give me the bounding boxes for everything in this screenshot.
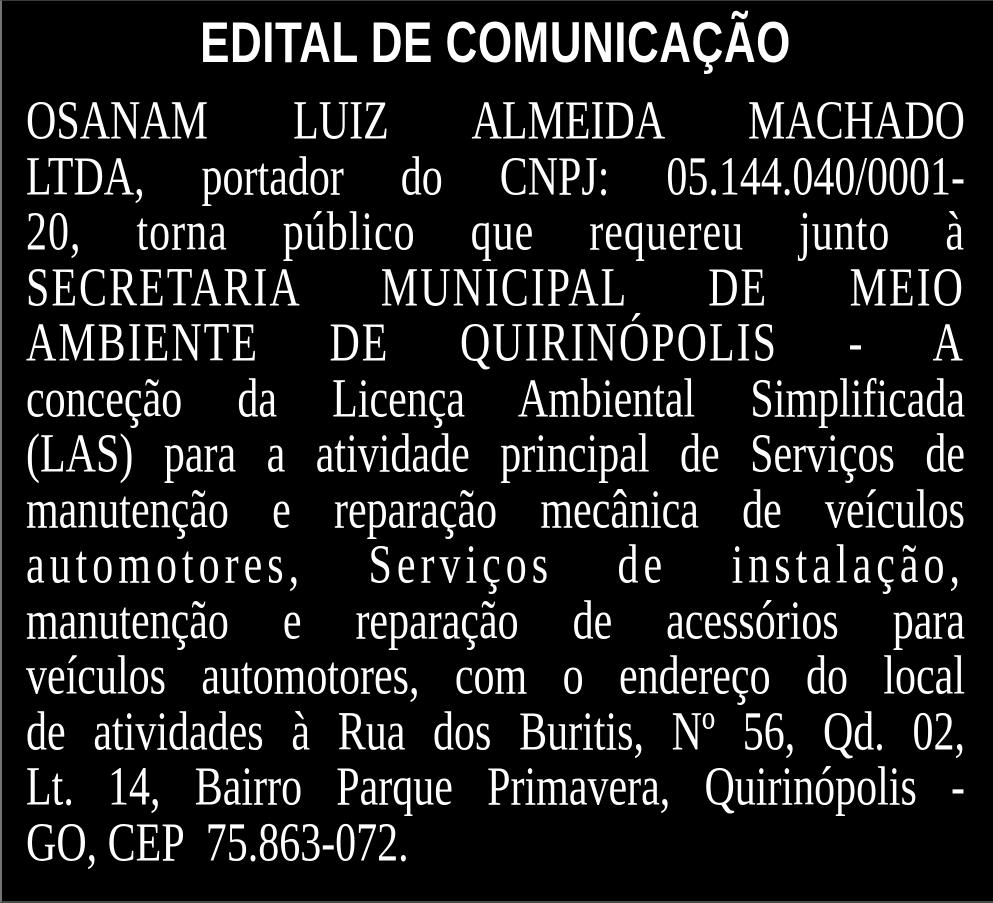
notice-line: OSANAM LUIZ ALMEIDA MACHADO [26, 91, 965, 152]
notice-line-last: GO, CEP 75.863-072. [26, 813, 409, 874]
notice-line: SECRETARIA MUNICIPAL DE MEIO [26, 258, 965, 319]
notice-line: manutenção e reparação mecânica de veículos [26, 480, 965, 541]
notice-line: manutenção e reparação de acessórios para [26, 591, 965, 652]
notice-line: (LAS) para a atividade principal de Serviços de [26, 424, 965, 485]
notice-line: AMBIENTE DE QUIRINÓPOLIS - A [26, 313, 965, 374]
notice-title: EDITAL DE COMUNICAÇÃO [200, 11, 791, 76]
notice-body [26, 91, 965, 874]
notice-line: 20, torna público que requereu junto à [26, 202, 965, 263]
notice-line: veículos automotores, com o endereço do local [26, 646, 965, 707]
notice-line: LTDA, portador do CNPJ: 05.144.040/0001- [26, 147, 965, 208]
notice-line: Lt. 14, Bairro Parque Primavera, Quirinópolis - [26, 757, 965, 818]
notice-line: de atividades à Rua dos Buritis, Nº 56, Qd. 02, [26, 702, 965, 763]
notice-line: automotores, Serviços de instalação, [26, 535, 965, 596]
notice-line: conceção da Licença Ambiental Simplificada [26, 369, 965, 430]
